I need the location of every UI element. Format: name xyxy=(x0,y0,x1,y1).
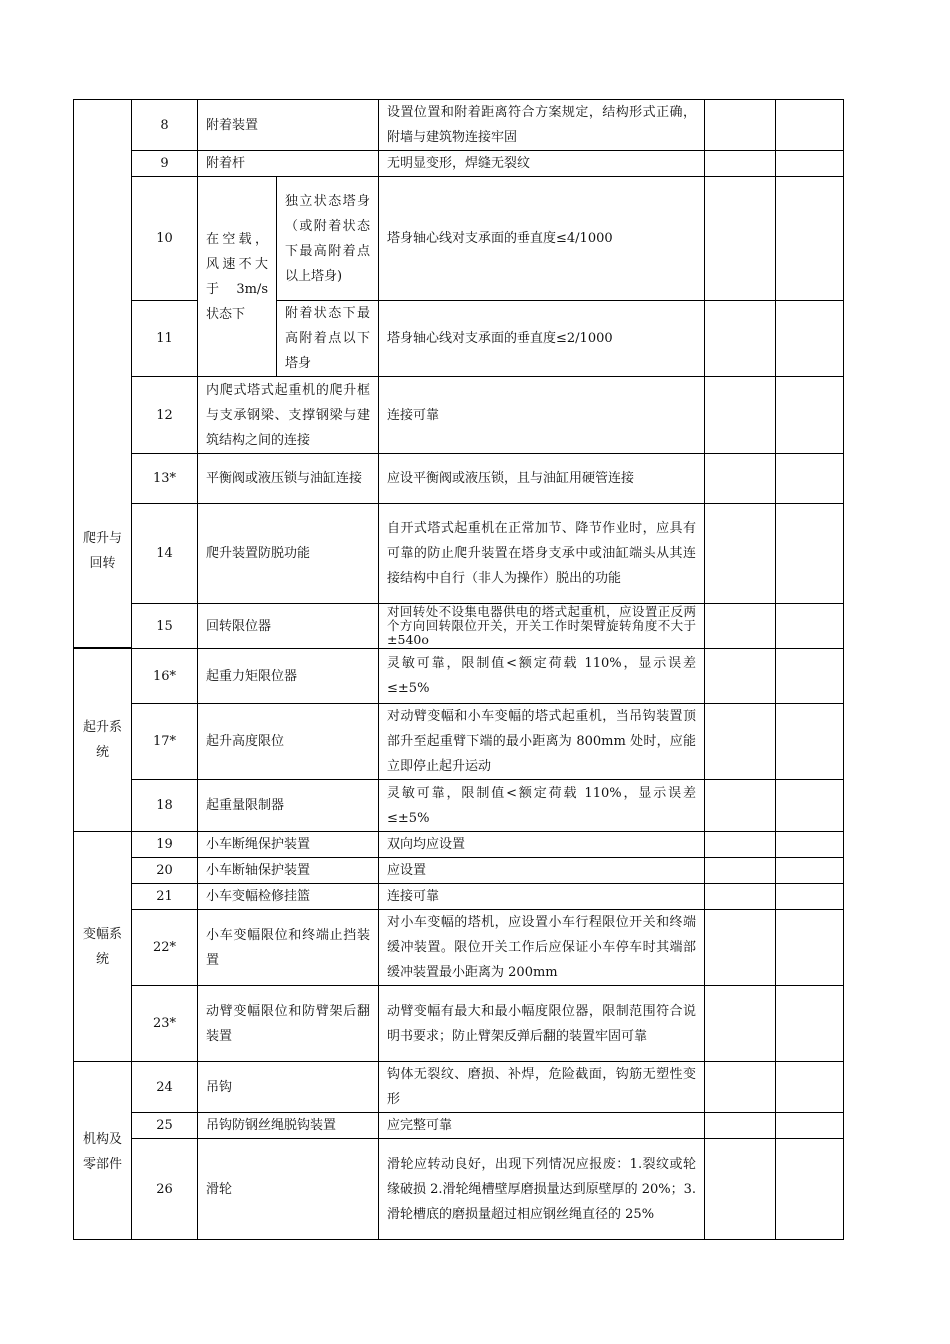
remark-cell xyxy=(776,986,844,1062)
requirement: 塔身轴心线对支承面的垂直度≤4/1000 xyxy=(379,177,705,301)
result-cell xyxy=(705,604,776,649)
item-number: 26 xyxy=(132,1139,198,1240)
remark-cell xyxy=(776,151,844,177)
item-name: 爬升装置防脱功能 xyxy=(198,504,379,604)
requirement: 应设平衡阀或液压锁，且与油缸用硬管连接 xyxy=(379,454,705,504)
item-number: 20 xyxy=(132,858,198,884)
remark-cell xyxy=(776,504,844,604)
item-number: 22* xyxy=(132,910,198,986)
remark-cell xyxy=(776,100,844,151)
requirement: 双向均应设置 xyxy=(379,832,705,858)
item-name: 滑轮 xyxy=(198,1139,379,1240)
item-number: 13* xyxy=(132,454,198,504)
result-cell xyxy=(705,454,776,504)
table-row xyxy=(74,604,844,649)
requirement: 钩体无裂纹、磨损、补焊，危险截面，钩筋无塑性变形 xyxy=(379,1062,705,1113)
item-number: 24 xyxy=(132,1062,198,1113)
requirement: 灵敏可靠，限制值<额定荷载 110%，显示误差≤±5% xyxy=(379,649,705,704)
requirement: 自开式塔式起重机在正常加节、降节作业时，应具有可靠的防止爬升装置在塔身支承中或油缸端头从其连接结构中自行（非人为操作）脱出的功能 xyxy=(379,504,705,604)
remark-cell xyxy=(776,649,844,704)
result-cell xyxy=(705,910,776,986)
item-name: 吊钩 xyxy=(198,1062,379,1113)
requirement: 应设置 xyxy=(379,858,705,884)
table-row xyxy=(74,780,844,832)
result-cell xyxy=(705,884,776,910)
item-name: 内爬式塔式起重机的爬升框与支承钢梁、支撑钢梁与建筑结构之间的连接 xyxy=(198,377,379,454)
result-cell xyxy=(705,1113,776,1139)
remark-cell xyxy=(776,1113,844,1139)
category-cell-hoist: 起升系统 xyxy=(74,649,132,832)
item-number: 14 xyxy=(132,504,198,604)
result-cell xyxy=(705,858,776,884)
remark-cell xyxy=(776,604,844,649)
requirement: 对小车变幅的塔机，应设置小车行程限位开关和终端缓冲装置。限位开关工作后应保证小车停车时其端部缓冲装置最小距离为 200mm xyxy=(379,910,705,986)
table-row xyxy=(74,177,844,301)
result-cell xyxy=(705,704,776,780)
result-cell xyxy=(705,177,776,301)
remark-cell xyxy=(776,780,844,832)
table-row xyxy=(74,858,844,884)
result-cell xyxy=(705,377,776,454)
item-number: 15 xyxy=(132,604,198,649)
requirement: 灵敏可靠，限制值<额定荷载 110%，显示误差≤±5% xyxy=(379,780,705,832)
table-row xyxy=(74,704,844,780)
remark-cell xyxy=(776,832,844,858)
item-number: 25 xyxy=(132,1113,198,1139)
requirement: 滑轮应转动良好，出现下列情况应报废：1.裂纹或轮缘破损 2.滑轮绳槽壁厚磨损量达到原壁厚的 20%；3.滑轮槽底的磨损量超过相应钢丝绳直径的 25% xyxy=(379,1139,705,1240)
remark-cell xyxy=(776,177,844,301)
item-name: 小车变幅检修挂篮 xyxy=(198,884,379,910)
category-cell-luffing: 变幅系统 xyxy=(74,832,132,1062)
item-number: 9 xyxy=(132,151,198,177)
remark-cell xyxy=(776,704,844,780)
item-name: 小车断绳保护装置 xyxy=(198,832,379,858)
result-cell xyxy=(705,780,776,832)
item-number: 18 xyxy=(132,780,198,832)
item-number: 11 xyxy=(132,301,198,377)
item-number: 21 xyxy=(132,884,198,910)
result-cell xyxy=(705,649,776,704)
item-name: 附着杆 xyxy=(198,151,379,177)
item-name: 起重力矩限位器 xyxy=(198,649,379,704)
requirement: 动臂变幅有最大和最小幅度限位器，限制范围符合说明书要求；防止臂架反弹后翻的装置牢固可靠 xyxy=(379,986,705,1062)
item-name: 动臂变幅限位和防臂架后翻装置 xyxy=(198,986,379,1062)
item-name: 平衡阀或液压锁与油缸连接 xyxy=(198,454,379,504)
table-row xyxy=(74,649,844,704)
requirement: 无明显变形，焊缝无裂纹 xyxy=(379,151,705,177)
table-row xyxy=(74,986,844,1062)
table-row xyxy=(74,377,844,454)
remark-cell xyxy=(776,377,844,454)
item-number: 23* xyxy=(132,986,198,1062)
item-number: 12 xyxy=(132,377,198,454)
requirement: 塔身轴心线对支承面的垂直度≤2/1000 xyxy=(379,301,705,377)
requirement: 对回转处不设集电器供电的塔式起重机，应设置正反两个方向回转限位开关，开关工作时架臂旋转角度不大于±540o xyxy=(379,604,705,649)
inspection-table xyxy=(73,99,844,1240)
remark-cell xyxy=(776,858,844,884)
category-label-climb: 爬升与回转 xyxy=(74,454,131,648)
result-cell xyxy=(705,504,776,604)
item-name: 吊钩防钢丝绳脱钩装置 xyxy=(198,1113,379,1139)
remark-cell xyxy=(776,1139,844,1240)
table-row xyxy=(74,151,844,177)
category-cell-parts: 机构及零部件 xyxy=(74,1062,132,1240)
requirement: 应完整可靠 xyxy=(379,1113,705,1139)
item-name: 回转限位器 xyxy=(198,604,379,649)
requirement: 设置位置和附着距离符合方案规定，结构形式正确，附墙与建筑物连接牢固 xyxy=(379,100,705,151)
item-number: 16* xyxy=(132,649,198,704)
table-row xyxy=(74,301,844,377)
requirement: 对动臂变幅和小车变幅的塔式起重机，当吊钩装置顶部升至起重臂下端的最小距离为 800mm 处时，应能立即停止起升运动 xyxy=(379,704,705,780)
remark-cell xyxy=(776,1062,844,1113)
test-condition: 在空载，风速不大于 3m/s 状态下 xyxy=(198,177,277,377)
table-row xyxy=(74,1113,844,1139)
table-row xyxy=(74,100,844,151)
item-subname: 独立状态塔身（或附着状态下最高附着点以上塔身) xyxy=(277,177,379,301)
item-number: 10 xyxy=(132,177,198,301)
item-subname: 附着状态下最高附着点以下塔身 xyxy=(277,301,379,377)
requirement: 连接可靠 xyxy=(379,377,705,454)
table-row xyxy=(74,1139,844,1240)
item-name: 起重量限制器 xyxy=(198,780,379,832)
item-name: 起升高度限位 xyxy=(198,704,379,780)
item-number: 17* xyxy=(132,704,198,780)
result-cell xyxy=(705,1062,776,1113)
table-row xyxy=(74,1062,844,1113)
table-row xyxy=(74,504,844,604)
result-cell xyxy=(705,832,776,858)
requirement: 连接可靠 xyxy=(379,884,705,910)
result-cell xyxy=(705,301,776,377)
remark-cell xyxy=(776,301,844,377)
result-cell xyxy=(705,1139,776,1240)
result-cell xyxy=(705,986,776,1062)
remark-cell xyxy=(776,454,844,504)
table-row xyxy=(74,910,844,986)
item-name: 小车变幅限位和终端止挡装置 xyxy=(198,910,379,986)
result-cell xyxy=(705,151,776,177)
item-name: 小车断轴保护装置 xyxy=(198,858,379,884)
item-number: 8 xyxy=(132,100,198,151)
result-cell xyxy=(705,100,776,151)
table-row xyxy=(74,832,844,858)
remark-cell xyxy=(776,910,844,986)
item-number: 19 xyxy=(132,832,198,858)
table-row xyxy=(74,454,844,504)
remark-cell xyxy=(776,884,844,910)
table-row xyxy=(74,884,844,910)
item-name: 附着装置 xyxy=(198,100,379,151)
